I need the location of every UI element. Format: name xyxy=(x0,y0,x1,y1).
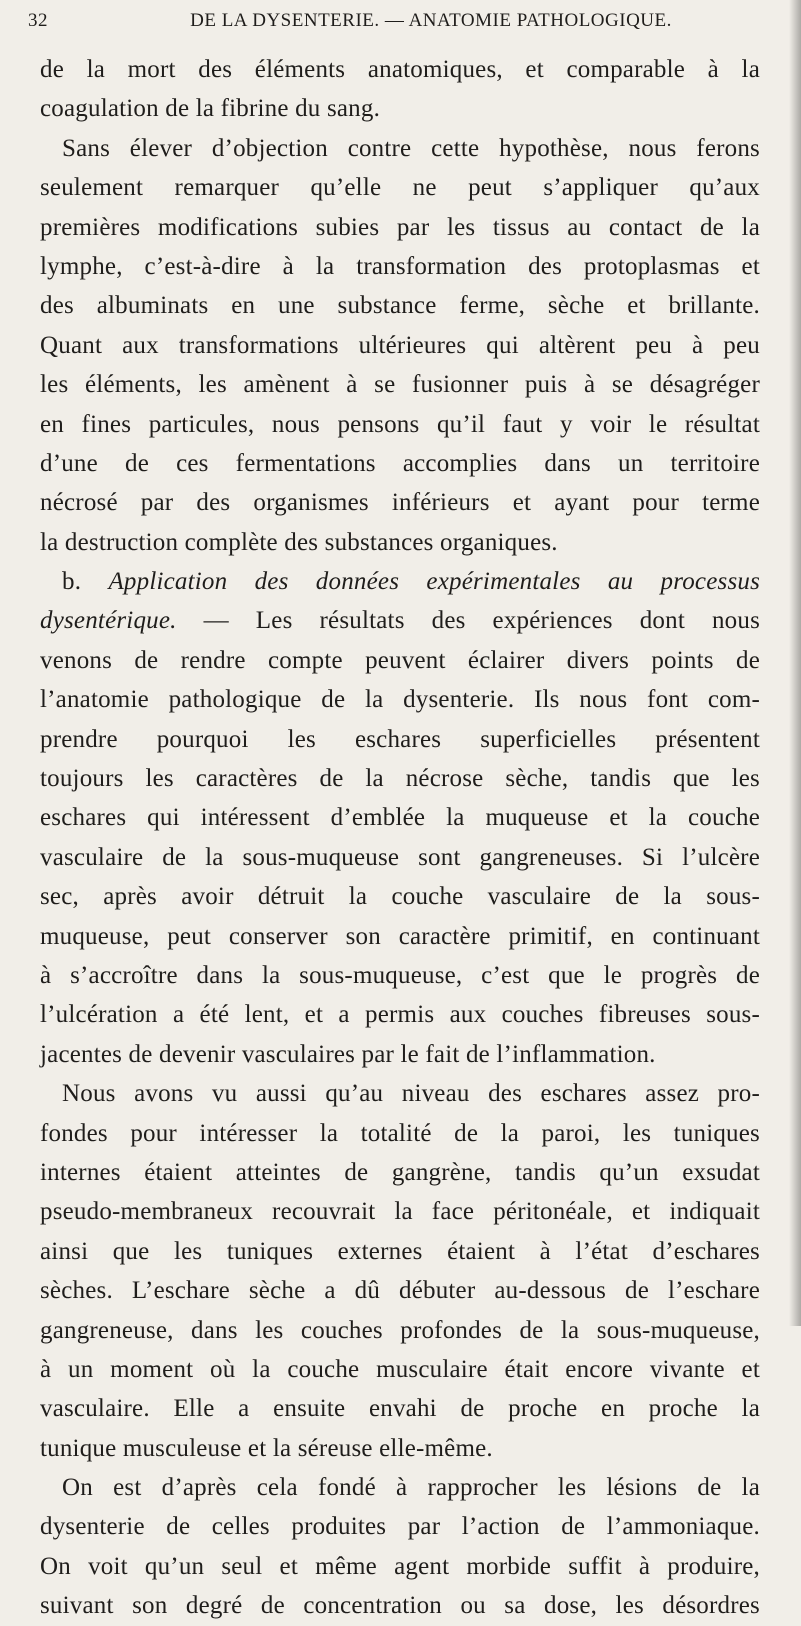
text-line: prendre pourquoi les eschares superficielles présentent xyxy=(40,725,760,753)
section-text: — Les résultats des expériences dont nous xyxy=(203,607,761,635)
section-heading-line xyxy=(40,601,760,640)
text-line: premières modifications subies par les tissus au contact de la xyxy=(40,213,760,241)
running-head xyxy=(28,6,764,36)
text-line: Quant aux transformations ultérieures qui altèrent peu à peu xyxy=(40,331,760,359)
text-line: à un moment où la couche musculaire était encore vivante et xyxy=(40,1355,760,1383)
page-edge-shadow xyxy=(789,0,801,1326)
text-line: Nous avons vu aussi qu’au niveau des eschares assez pro- xyxy=(62,1080,760,1108)
text-line: seulement remarquer qu’elle ne peut s’appliquer qu’aux xyxy=(40,174,760,202)
text-line: On voit qu’un seul et même agent morbide suffit à produire, xyxy=(40,1552,760,1580)
text-line: suivant son degré de concentration ou sa dose, les désordres xyxy=(40,1592,760,1620)
text-line: toujours les caractères de la nécrose sèche, tandis que les xyxy=(40,765,760,793)
text-line: sec, après avoir détruit la couche vasculaire de la sous- xyxy=(40,883,760,911)
text-line: eschares qui intéressent d’emblée la muqueuse et la couche xyxy=(40,804,760,832)
text-line: muqueuse, peut conserver son caractère primitif, en continuant xyxy=(40,922,760,950)
running-title: DE LA DYSENTERIE. — ANATOMIE PATHOLOGIQUE. xyxy=(190,10,672,31)
text-line: fondes pour intéresser la totalité de la paroi, les tuniques xyxy=(40,1119,760,1147)
text-line: venons de rendre compte peuvent éclairer divers points de xyxy=(40,646,760,674)
text-line: lymphe, c’est-à-dire à la transformation des protoplasmas et xyxy=(40,252,760,280)
page-number: 32 xyxy=(28,10,48,31)
section-label: b. xyxy=(62,568,82,596)
text-line: dysenterie de celles produites par l’action de l’ammoniaque. xyxy=(40,1513,760,1541)
text-line: tunique musculeuse et la séreuse elle-même. xyxy=(40,1434,493,1462)
text-line: en fines particules, nous pensons qu’il faut y voir le résultat xyxy=(40,410,760,438)
text-line: des albuminats en une substance ferme, sèche et brillante. xyxy=(40,292,760,320)
text-line: les éléments, les amènent à se fusionner puis à se désagréger xyxy=(40,371,760,399)
text-line: On est d’après cela fondé à rapprocher les lésions de la xyxy=(62,1474,760,1502)
text-line: jacentes de devenir vasculaires par le fait de l’inflammation. xyxy=(40,1040,656,1068)
text-line: Sans élever d’objection contre cette hypothèse, nous ferons xyxy=(62,134,760,162)
text-line: vasculaire de la sous-muqueuse sont gangreneuses. Si l’ulcère xyxy=(40,843,760,871)
text-line: ainsi que les tuniques externes étaient à l’état d’eschares xyxy=(40,1237,760,1265)
section-title: Application des données expérimentales au processus xyxy=(108,568,761,596)
text-line: sèches. L’eschare sèche a dû débuter au-dessous de l’eschare xyxy=(40,1277,760,1305)
text-line: la destruction complète des substances organiques. xyxy=(40,528,558,556)
text-line: pseudo-membraneux recouvrait la face péritonéale, et indiquait xyxy=(40,1198,760,1226)
text-line: gangreneuse, dans les couches profondes de la sous-muqueuse, xyxy=(40,1316,760,1344)
text-line: d’une de ces fermentations accomplies dans un territoire xyxy=(40,449,760,477)
text-line: à s’accroître dans la sous-muqueuse, c’est que le progrès de xyxy=(40,961,760,989)
text-line: vasculaire. Elle a ensuite envahi de proche en proche la xyxy=(40,1395,760,1423)
text-line: l’anatomie pathologique de la dysenterie. Ils nous font com- xyxy=(40,686,760,714)
text-line: l’ulcération a été lent, et a permis aux couches fibreuses sous- xyxy=(40,1001,760,1029)
text-line: coagulation de la fibrine du sang. xyxy=(40,95,381,123)
body-text xyxy=(40,50,760,1626)
text-line: nécrosé par des organismes inférieurs et ayant pour terme xyxy=(40,489,760,517)
text-line: de la mort des éléments anatomiques, et comparable à la xyxy=(40,56,760,83)
text-line: internes étaient atteintes de gangrène, tandis qu’un exsudat xyxy=(40,1158,760,1186)
section-heading-line xyxy=(40,562,760,601)
section-title-continued: dysentérique. xyxy=(40,607,177,635)
